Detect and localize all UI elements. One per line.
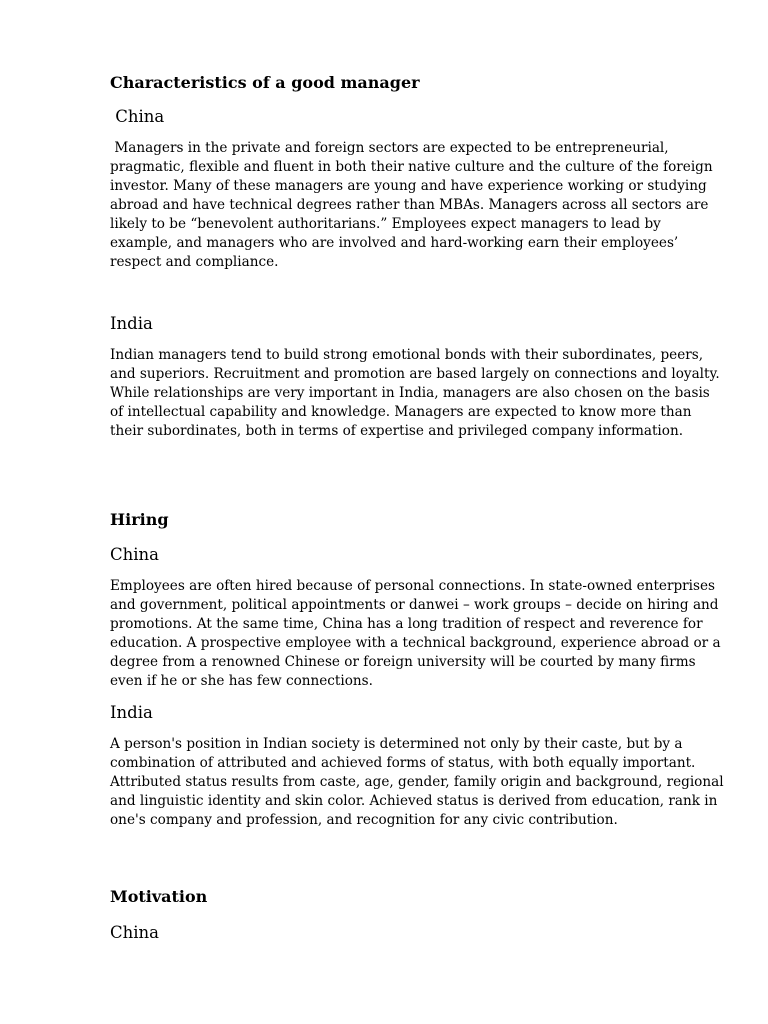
subheading-india: India [110, 703, 153, 722]
section-heading-hiring: Hiring [110, 510, 169, 529]
section-heading-motivation: Motivation [110, 887, 208, 906]
subheading-india: India [110, 314, 153, 333]
subheading-china: China [110, 923, 159, 942]
subheading-china: China [110, 107, 165, 126]
paragraph-china-managers: Managers in the private and foreign sectors are expected to be entrepreneurial, pragmatic, flexible and fluent in both their native culture and the culture of the foreign investor. Many of these managers are young and have experience working or studying abroad and have technical degrees rather than MBAs. Managers across all sectors are likely to be “benevolent authoritarians.” Employees expect managers to lead by example, and managers who are involved and hard-working earn their employees’ respect and compliance. [110, 140, 717, 270]
section-heading-characteristics: Characteristics of a good manager [110, 73, 420, 92]
paragraph-china-hiring: Employees are often hired because of personal connections. In state-owned enterprises and government, political appointments or danwei – work groups – decide on hiring and promotions. At the same time, China has a long tradition of respect and reverence for education. A prospective employee with a technical background, experience abroad or a degree from a renowned Chinese or foreign university will be courted by many firms even if he or she has few connections. [110, 578, 721, 689]
paragraph-india-hiring: A person's position in Indian society is determined not only by their caste, but by a combination of attributed and achieved forms of status, with both equally important. Attributed status results from caste, age, gender, family origin and background, regional and linguistic identity and skin color. Achieved status is derived from education, rank in one's company and profession, and recognition for any civic contribution. [110, 736, 724, 828]
subheading-china: China [110, 545, 159, 564]
paragraph-india-managers: Indian managers tend to build strong emotional bonds with their subordinates, peers, and superiors. Recruitment and promotion are based largely on connections and loyalty. While relationships are very important in India, managers are also chosen on the basis of intellectual capability and knowledge. Managers are expected to know more than their subordinates, both in terms of expertise and privileged company information. [110, 347, 720, 439]
